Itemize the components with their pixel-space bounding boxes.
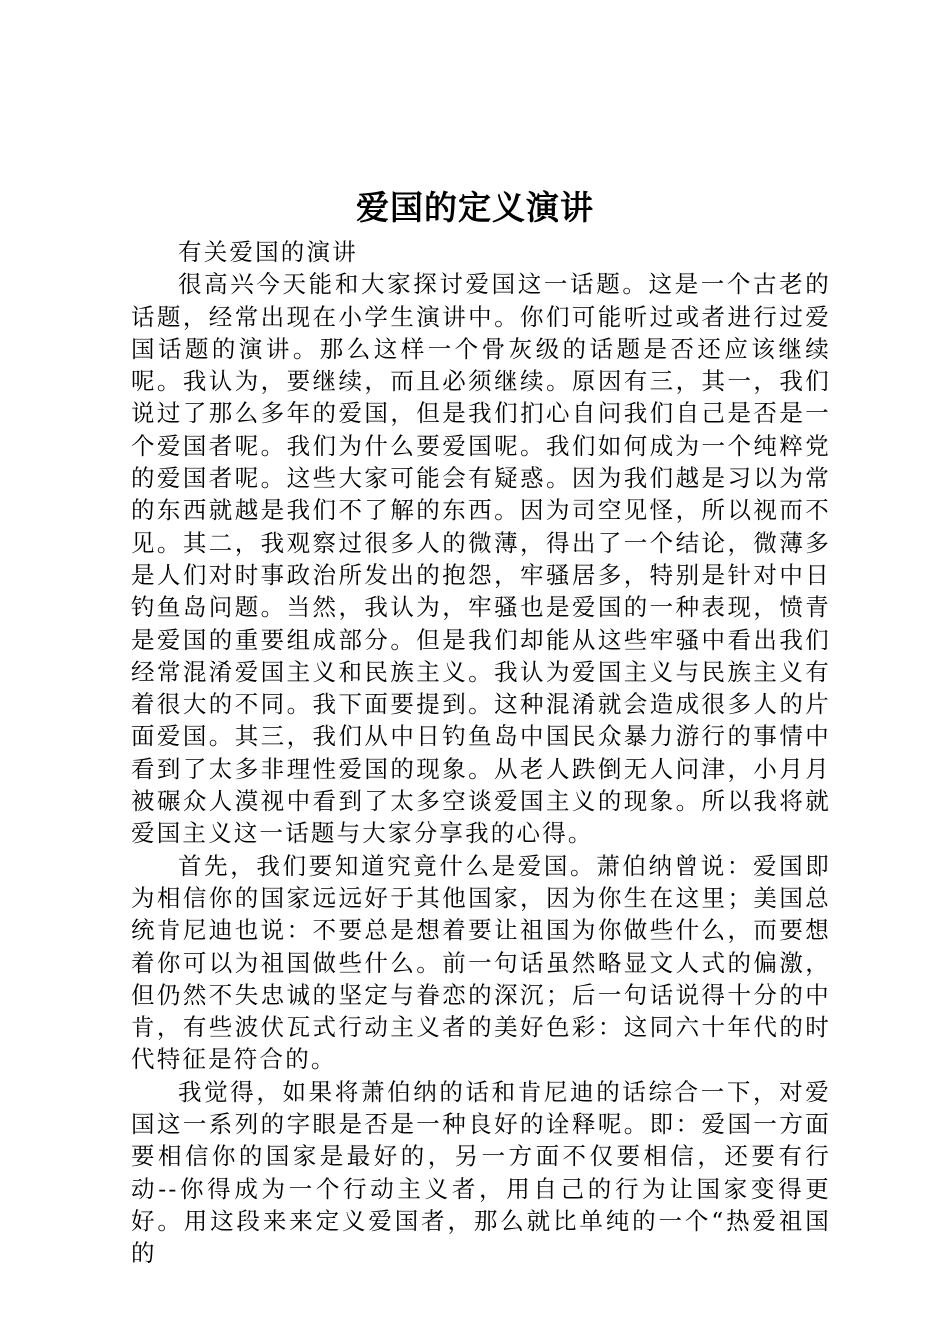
document-body bbox=[131, 236, 831, 1270]
paragraph-2: 首先，我们要知道究竟什么是爱国。萧伯纳曾说：爱国即为相信你的国家远远好于其他国家，因为你生在这里；美国总统肯尼迪也说：不要总是想着要让祖国为你做些什么，而要想着你可以为祖国做些什么。前一句话虽然略显文人式的偏激，但仍然不失忠诚的坚定与眷恋的深沉；后一句话说得十分的中肯，有些波伏瓦式行动主义者的美好色彩：这同六十年代的时代特征是符合的。 bbox=[131, 851, 831, 1074]
paragraph-subtitle: 有关爱国的演讲 bbox=[178, 238, 358, 266]
document-title: 爱国的定义演讲 bbox=[356, 188, 594, 227]
paragraph-1: 很高兴今天能和大家探讨爱国这一话题。这是一个古老的话题，经常出现在小学生演讲中。你们可能听过或者进行过爱国话题的演讲。那么这样一个骨灰级的话题是否还应该继续呢。我认为，要继续，而且必须继续。原因有三，其一，我们说过了那么多年的爱国，但是我们扪心自问我们自己是否是一个爱国者呢。我们为什么要爱国呢。我们如何成为一个纯粹党的爱国者呢。这些大家可能会有疑惑。因为我们越是习以为常的东西就越是我们不了解的东西。因为司空见怪，所以视而不见。其二，我观察过很多人的微薄，得出了一个结论，微薄多是人们对时事政治所发出的抱怨，牢骚居多，特别是针对中日钓鱼岛问题。当然，我认为，牢骚也是爱国的一种表现，愤青是爱国的重要组成部分。但是我们却能从这些牢骚中看出我们经常混淆爱国主义和民族主义。我认为爱国主义与民族主义有着很大的不同。我下面要提到。这种混淆就会造成很多人的片面爱国。其三，我们从中日钓鱼岛中国民众暴力游行的事情中看到了太多非理性爱国的现象。从老人跌倒无人问津，小月月被碾众人漠视中看到了太多空谈爱国主义的现象。所以我将就爱国主义这一话题与大家分享我的心得。 bbox=[131, 270, 831, 848]
paragraph-3: 我觉得，如果将萧伯纳的话和肯尼迪的话综合一下，对爱国这一系列的字眼是否是一种良好的诠释呢。即：爱国一方面要相信你的国家是最好的，另一方面不仅要相信，还要有行动--你得成为一个行动主义者，用自己的行为让国家变得更好。用这段来来定义爱国者，那么就比单纯的一个“热爱祖国的 bbox=[131, 1077, 831, 1268]
